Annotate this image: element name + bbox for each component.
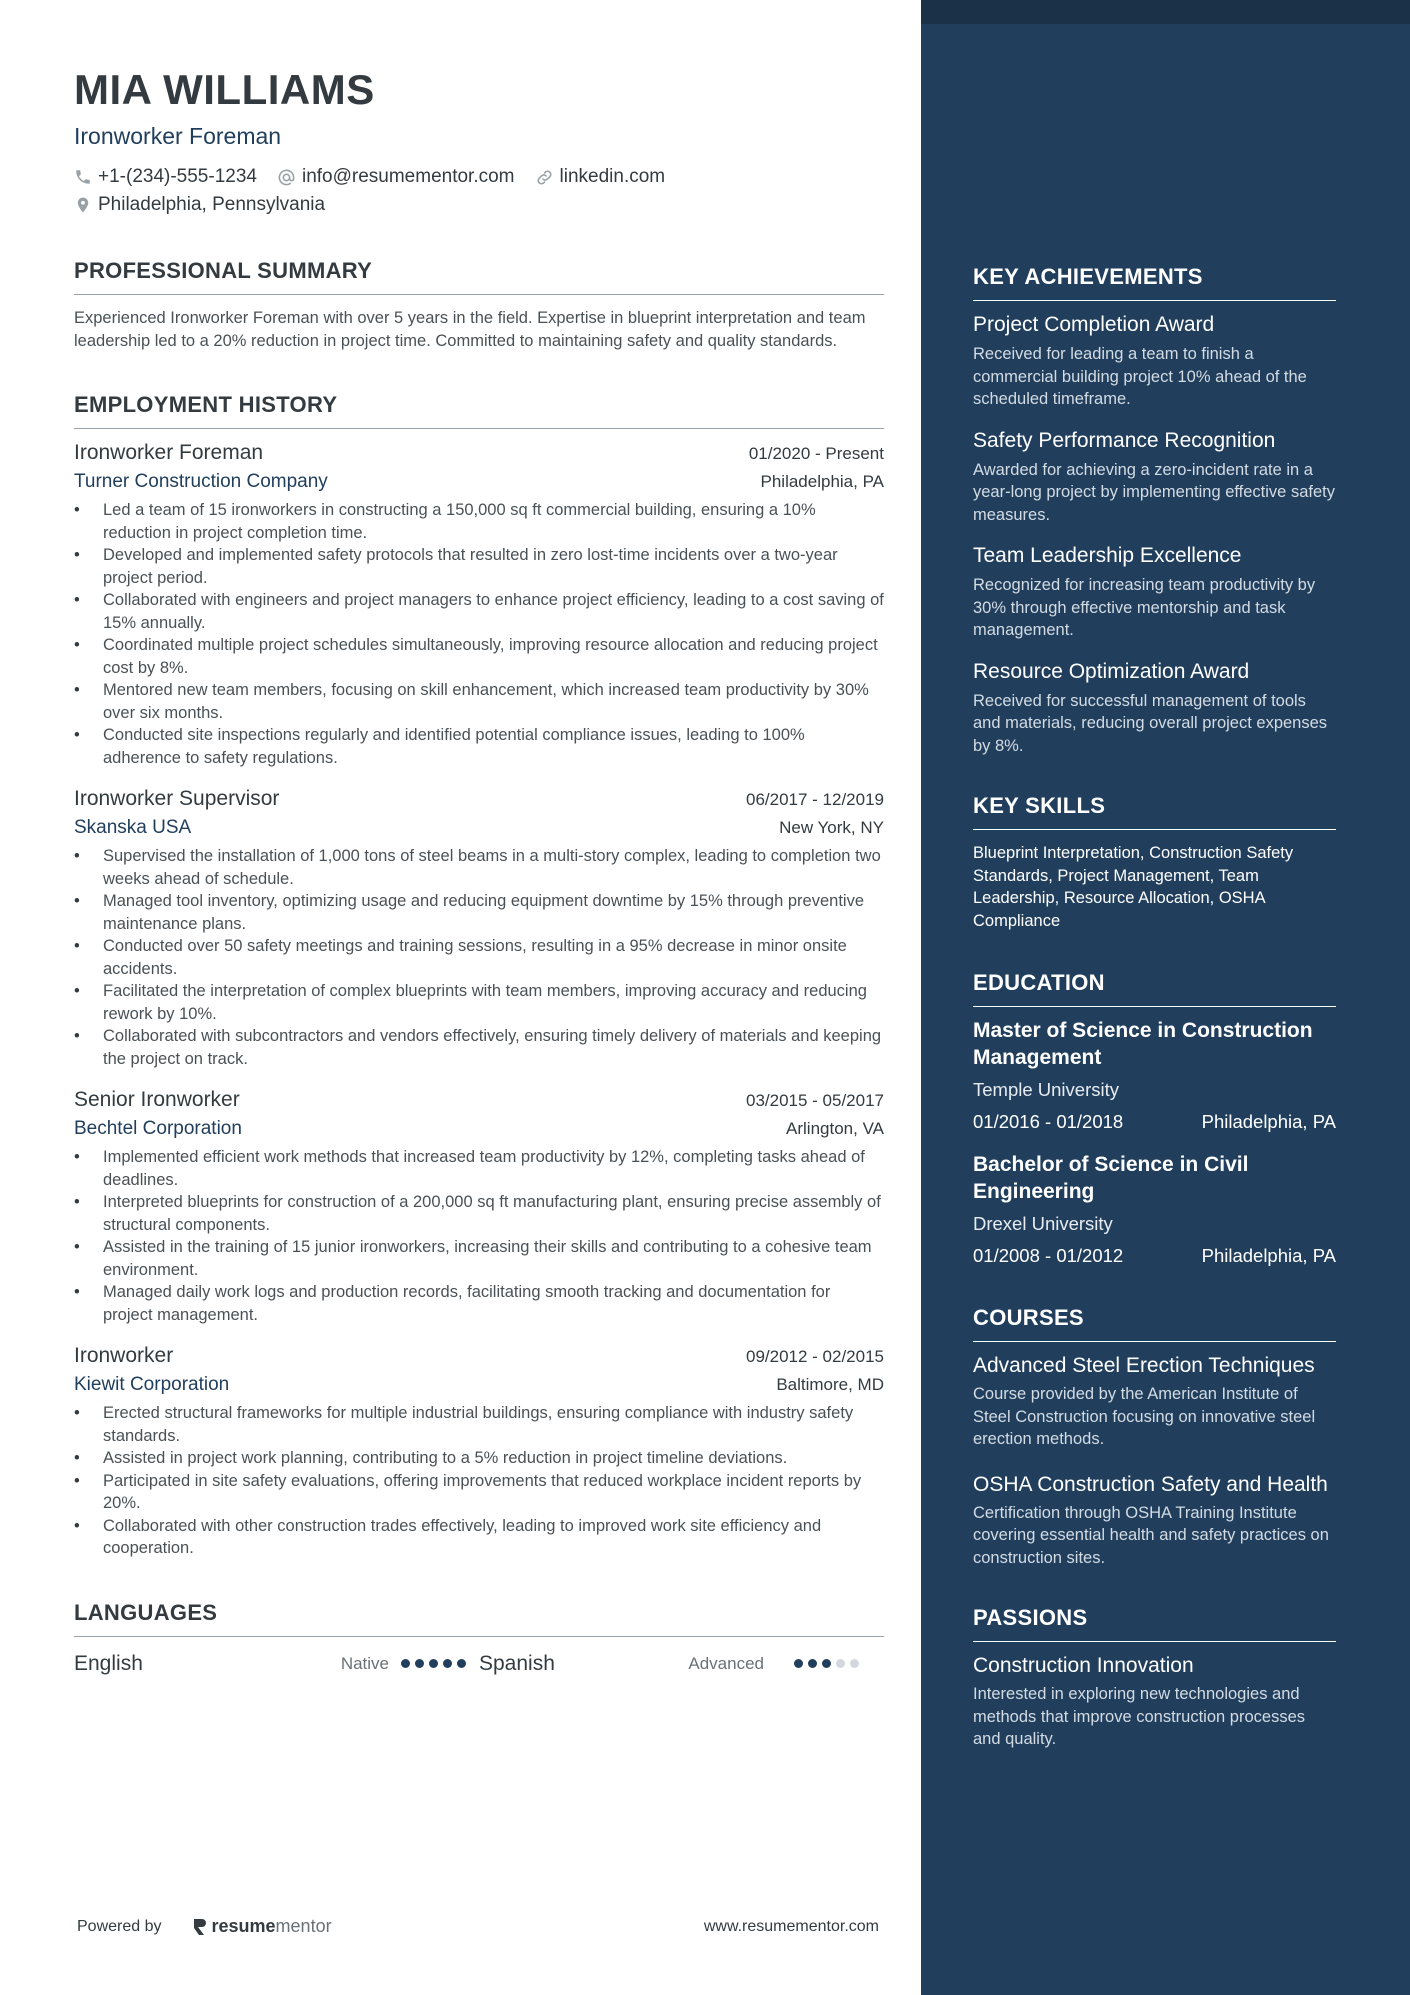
job-location: Philadelphia, PA xyxy=(760,472,884,491)
course-description: Certification through OSHA Training Institute covering essential health and safety practices on construction sites. xyxy=(973,1503,1329,1567)
job-role: Ironworker Supervisor xyxy=(74,787,280,810)
brand-logo[interactable] xyxy=(192,1916,332,1937)
achievement-item xyxy=(973,658,1336,758)
job-bullet: • Managed tool inventory, optimizing usage and reducing equipment downtime by 15% through preventive maintenance plans. xyxy=(74,890,884,935)
rating-dot-filled xyxy=(808,1659,817,1668)
education-list xyxy=(973,1017,1336,1267)
languages-heading: LANGUAGES xyxy=(74,1600,884,1637)
achievement-title: Team Leadership Excellence xyxy=(973,544,1242,567)
job-bullet: • Interpreted blueprints for construction of a 200,000 sq ft manufacturing plant, ensuring precise assembly of structural components. xyxy=(74,1191,884,1236)
education-meta xyxy=(973,1245,1336,1267)
at-icon xyxy=(277,168,296,187)
course-item xyxy=(973,1471,1336,1570)
rating-dot-filled xyxy=(822,1659,831,1668)
education-location: Philadelphia, PA xyxy=(1201,1245,1336,1266)
footer xyxy=(77,1916,879,1937)
passions-list xyxy=(973,1652,1336,1751)
achievement-description: Received for leading a team to finish a commercial building project 10% ahead of the scheduled timeframe. xyxy=(973,345,1307,408)
footer-url[interactable]: www.resumementor.com xyxy=(703,1917,879,1935)
education-dates: 01/2008 - 01/2012 xyxy=(973,1245,1124,1266)
education-section xyxy=(973,970,1336,1267)
achievement-description: Awarded for achieving a zero-incident rate in a year-long project by implementing effective safety measures. xyxy=(973,460,1335,524)
contact-email[interactable] xyxy=(277,166,515,188)
job-bullet: • Developed and implemented safety protocols that resulted in zero lost-time incidents over a two-year project period. xyxy=(74,544,884,589)
achievement-item xyxy=(973,311,1336,411)
courses-heading: COURSES xyxy=(973,1305,1336,1342)
job-entry xyxy=(74,1088,884,1326)
contact-linkedin[interactable] xyxy=(535,166,666,188)
job-location: Baltimore, MD xyxy=(776,1375,884,1394)
job-bullet: • Assisted in project work planning, contributing to a 5% reduction in project timeline deviations. xyxy=(74,1447,884,1470)
contact-phone[interactable] xyxy=(74,166,257,188)
skills-section xyxy=(973,793,1336,932)
job-dates: 01/2020 - Present xyxy=(748,444,884,463)
job-company: Skanska USA xyxy=(74,817,192,838)
education-school: Temple University xyxy=(973,1079,1119,1100)
candidate-title: Ironworker Foreman xyxy=(74,123,282,149)
skills-heading: KEY SKILLS xyxy=(973,793,1336,830)
job-bullet: • Coordinated multiple project schedules simultaneously, improving resource allocation and reducing project cost by 8%. xyxy=(74,634,884,679)
job-bullet: • Supervised the installation of 1,000 tons of steel beams in a multi-story complex, leading to completion two weeks ahead of schedule. xyxy=(74,845,884,890)
passion-title: Construction Innovation xyxy=(973,1654,1194,1677)
education-degree: Master of Science in Construction Management xyxy=(973,1019,1313,1069)
achievement-title: Project Completion Award xyxy=(973,313,1215,336)
education-meta xyxy=(973,1111,1336,1133)
language-name: Spanish xyxy=(479,1651,555,1675)
education-item xyxy=(973,1151,1336,1267)
job-header xyxy=(74,441,884,465)
summary-heading: PROFESSIONAL SUMMARY xyxy=(74,258,884,295)
job-location: Arlington, VA xyxy=(786,1119,884,1138)
job-bullet: • Implemented efficient work methods that increased team productivity by 12%, completing tasks ahead of deadlines. xyxy=(74,1146,884,1191)
job-header xyxy=(74,787,884,811)
passion-item xyxy=(973,1652,1336,1751)
location-pin-icon xyxy=(74,195,92,215)
language-level: Advanced xyxy=(688,1653,764,1673)
job-bullet: • Collaborated with other construction trades effectively, leading to improved work site efficiency and cooperation. xyxy=(74,1515,884,1560)
job-role: Ironworker xyxy=(74,1344,174,1367)
job-header xyxy=(74,1088,884,1112)
language-name: English xyxy=(74,1651,143,1675)
job-bullet: • Led a team of 15 ironworkers in constructing a 150,000 sq ft commercial building, ensuring a 10% reduction in project completion time. xyxy=(74,499,884,544)
rating-dot-empty xyxy=(850,1659,859,1668)
job-bullet: • Facilitated the interpretation of complex blueprints with team members, improving accuracy and reducing rework by 10%. xyxy=(74,980,884,1025)
job-company: Kiewit Corporation xyxy=(74,1374,230,1395)
achievements-section xyxy=(973,264,1336,757)
job-bullets xyxy=(74,845,884,1070)
powered-by-label: Powered by xyxy=(77,1917,162,1935)
job-dates: 09/2012 - 02/2015 xyxy=(745,1347,884,1366)
courses-section xyxy=(973,1305,1336,1569)
job-bullet: • Collaborated with subcontractors and vendors effectively, ensuring timely delivery of materials and keeping the project on track. xyxy=(74,1025,884,1070)
job-bullets xyxy=(74,499,884,769)
course-title: Advanced Steel Erection Techniques xyxy=(973,1354,1315,1377)
job-location: New York, NY xyxy=(779,818,884,837)
job-subheader xyxy=(74,471,884,493)
job-bullet: • Mentored new team members, focusing on skill enhancement, which increased team productivity by 30% over six months. xyxy=(74,679,884,724)
rating-dot-filled xyxy=(429,1659,438,1668)
course-title: OSHA Construction Safety and Health xyxy=(973,1472,1328,1496)
location-text: Philadelphia, Pennsylvania xyxy=(98,194,326,215)
job-bullet: • Conducted over 50 safety meetings and training sessions, resulting in a 95% decrease in minor onsite accidents. xyxy=(74,935,884,980)
education-location: Philadelphia, PA xyxy=(1201,1111,1336,1132)
contact-location xyxy=(74,194,325,216)
contact-row xyxy=(74,164,884,190)
sidebar-content xyxy=(973,264,1336,1751)
job-subheader xyxy=(74,1374,884,1396)
languages-row xyxy=(74,1649,884,1679)
language-rating xyxy=(794,1659,864,1668)
passions-heading: PASSIONS xyxy=(973,1605,1336,1642)
job-dates: 03/2015 - 05/2017 xyxy=(745,1091,884,1110)
rating-dot-filled xyxy=(401,1659,410,1668)
language-rating xyxy=(401,1659,471,1668)
phone-text: +1-(234)-555-1234 xyxy=(98,166,257,187)
job-entry xyxy=(74,787,884,1070)
job-bullet: • Assisted in the training of 15 junior ironworkers, increasing their skills and contributing to a cohesive team environment. xyxy=(74,1236,884,1281)
skills-text: Blueprint Interpretation, Construction Safety Standards, Project Management, Team Leadership, Resource Allocation, OSHA Compliance xyxy=(973,844,1294,930)
language-item xyxy=(74,1652,479,1676)
job-role: Ironworker Foreman xyxy=(74,441,264,464)
job-dates: 06/2017 - 12/2019 xyxy=(745,790,884,809)
link-icon xyxy=(535,168,554,187)
education-heading: EDUCATION xyxy=(973,970,1336,1007)
brand-mark-icon xyxy=(192,1917,208,1937)
summary-section xyxy=(74,258,884,352)
rating-dot-filled xyxy=(457,1659,466,1668)
rating-dot-filled xyxy=(794,1659,803,1668)
job-header xyxy=(74,1344,884,1368)
achievement-title: Safety Performance Recognition xyxy=(973,428,1276,452)
achievement-item xyxy=(973,427,1336,527)
job-bullet: • Erected structural frameworks for multiple industrial buildings, ensuring compliance with industry safety standards. xyxy=(74,1402,884,1447)
jobs-list xyxy=(74,441,884,1560)
education-dates: 01/2016 - 01/2018 xyxy=(973,1111,1124,1132)
job-bullet: • Managed daily work logs and production records, facilitating smooth tracking and documentation for project management. xyxy=(74,1281,884,1326)
passions-section xyxy=(973,1605,1336,1751)
sidebar-top-bar xyxy=(921,0,1410,24)
job-entry xyxy=(74,1344,884,1560)
language-level: Native xyxy=(340,1653,389,1673)
brand-resume: resume xyxy=(211,1916,276,1936)
phone-icon xyxy=(74,168,92,186)
summary-text: Experienced Ironworker Foreman with over 5 years in the field. Expertise in blueprint interpretation and team leadership led to a 20% reduction in project time. Committed to maintaining safety and quality standards. xyxy=(74,309,866,350)
job-subheader xyxy=(74,1118,884,1140)
job-bullet: • Collaborated with engineers and project managers to enhance project efficiency, leading to a cost saving of 15% annually. xyxy=(74,589,884,634)
passion-description: Interested in exploring new technologies and methods that improve construction processes and quality. xyxy=(973,1685,1305,1748)
achievements-heading: KEY ACHIEVEMENTS xyxy=(973,264,1336,301)
main-column xyxy=(74,60,884,1679)
course-description: Course provided by the American Institute of Steel Construction focusing on innovative steel erection methods. xyxy=(973,1385,1316,1448)
achievement-description: Recognized for increasing team productivity by 30% through effective mentorship and task management. xyxy=(973,576,1316,639)
education-school: Drexel University xyxy=(973,1213,1113,1234)
rating-dot-filled xyxy=(443,1659,452,1668)
courses-list xyxy=(973,1352,1336,1569)
powered-by xyxy=(77,1916,332,1937)
job-company: Turner Construction Company xyxy=(74,471,328,492)
achievements-list xyxy=(973,311,1336,757)
linkedin-text: linkedin.com xyxy=(559,166,666,187)
job-bullet: • Conducted site inspections regularly and identified potential compliance issues, leading to 100% adherence to safety regulations. xyxy=(74,724,884,769)
language-item xyxy=(479,1652,864,1676)
contact-row-location xyxy=(74,192,884,218)
rating-dot-filled xyxy=(415,1659,424,1668)
achievement-description: Received for successful management of tools and materials, reducing overall project expenses by 8%. xyxy=(973,691,1328,755)
rating-dot-empty xyxy=(836,1659,845,1668)
job-subheader xyxy=(74,817,884,839)
job-role: Senior Ironworker xyxy=(74,1088,240,1111)
employment-section xyxy=(74,392,884,1560)
employment-heading: EMPLOYMENT HISTORY xyxy=(74,392,884,429)
job-bullets xyxy=(74,1146,884,1326)
achievement-item xyxy=(973,542,1336,642)
education-degree: Bachelor of Science in Civil Engineering xyxy=(973,1153,1249,1203)
education-item xyxy=(973,1017,1336,1133)
email-text: info@resumementor.com xyxy=(301,166,515,187)
job-bullet: • Participated in site safety evaluations, offering improvements that reduced workplace incident reports by 20%. xyxy=(74,1470,884,1515)
brand-mentor: mentor xyxy=(275,1916,332,1936)
candidate-name: MIA WILLIAMS xyxy=(74,66,375,113)
job-bullets xyxy=(74,1402,884,1560)
achievement-title: Resource Optimization Award xyxy=(973,659,1250,683)
job-company: Bechtel Corporation xyxy=(74,1118,242,1139)
languages-section xyxy=(74,1600,884,1679)
job-entry xyxy=(74,441,884,769)
course-item xyxy=(973,1352,1336,1451)
